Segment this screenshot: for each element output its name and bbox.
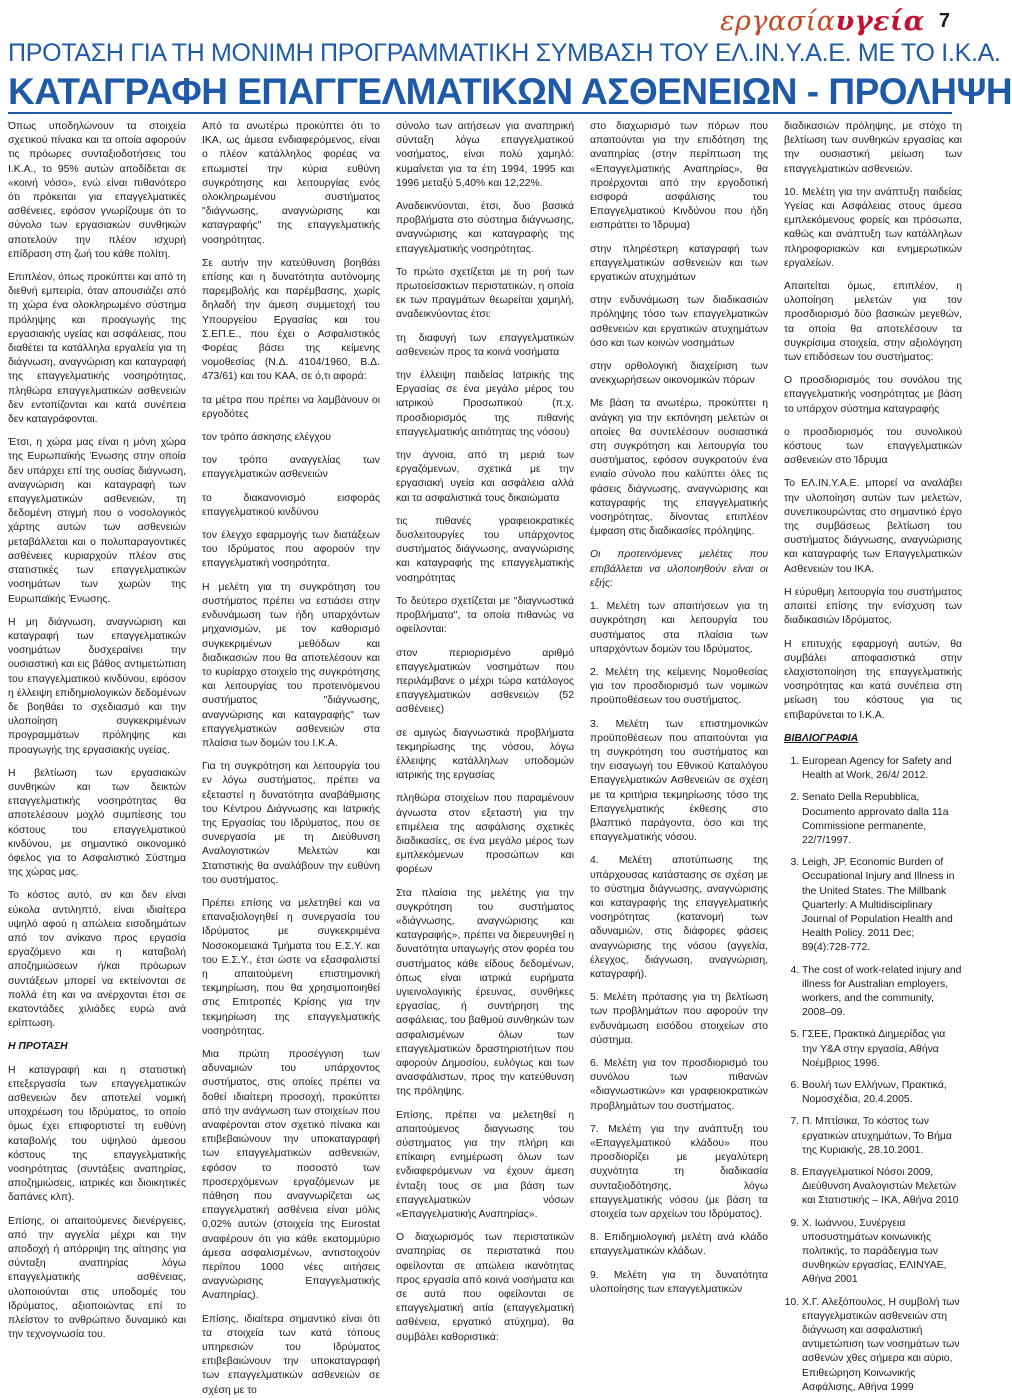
study-item: 9. Μελέτη για τη δυνατότητα υλοποίησης των επαγγελματικών — [590, 1269, 768, 1295]
text-column-2 — [202, 120, 380, 1396]
paragraph: τον τρόπο αναγγελίας των επαγγελματικών ασθενειών — [202, 455, 380, 481]
paragraph: τις πιθανές γραφειοκρατικές δυσλειτουργίες του υπάρχοντος συστήματος διάγνωσης, αναγνώρισης και καταγραφής της επαγγελματικής νοσηρότητας — [396, 515, 574, 584]
paragraph: Η μελέτη για τη συγκρότηση του συστήματος πρέπει να εστιάσει στην ενδυνάμωση των ήδη υπαρχόντων μηχανισμών, με τον καθορισμό συγκεκριμένων μεθόδων και διαδικασιών που θα αποτελέσουν και το κυρίαρχο στοιχείο της συγκρότησης και λειτουργίας του προτεινόμενου συστήματος "διάγνωσης, αναγνώρισης και καταγραφής" των επαγγελματικών ασθενειών στα πλαίσια των δομών του Ι.Κ.Α. — [202, 581, 380, 749]
paragraph: Επιπλέον, όπως προκύπτει και από τη διεθνή εμπειρία, όταν απουσιάζει από τη χώρα ένα ολοκληρωμένο σύστημα πρόληψης και προαγωγής της εργασιακής υγείας και ασφάλειας, που διαθέτει τα κατάλληλα εργαλεία για τη διάγνωση, αναγνώριση και καταγραφή της επαγγελματικής νοσηρότητας, πληθώρα επαγγελματικών ασθενειών δεν εντοπίζονται και κατά συνέπεια δεν καταγράφονται. — [8, 272, 186, 426]
studies-intro-heading: Οι προτεινόμενες μελέτες που επιβάλλεται να υλοποιηθούν είναι οι εξής: — [590, 549, 768, 589]
paragraph: Στα πλαίσια της μελέτης για την συγκρότηση του συστήματος «διάγνωσης, αναγνώρισης και καταγραφής», πρέπει να διερευνηθεί η δυνατότητα υπαγωγής στον φορέα του συστήματος κάθε είδους δεδομένων, όπως είναι ιατρικά ευρήματα υγιεινολογικής έρευνας, συνθήκες εργασίας, ή συντήρηση της ασφάλειας, του βαθμού συνθηκών των ασφαλισμένων όλων των επαγγελματικών δραστηριοτήτων που αφορούν Δημοσίου, ευλόγως και των ανασφάλιστων, προς την κατεύθυνση της πρόληψης. — [396, 887, 574, 1098]
paragraph: στην πληρέστερη καταγραφή των επαγγελματικών ασθενειών και των εργατικών ατυχημάτων — [590, 243, 768, 284]
text-column-4 — [590, 120, 768, 1370]
bibliography-item: 1. European Agency for Safety and Health at Work, 26/4/ 2012. — [802, 755, 962, 783]
paragraph: τη διαφυγή των επαγγελματικών ασθενειών προς τα κοινά νοσήματα — [396, 332, 574, 358]
study-item: 4. Μελέτη αποτύπωσης της υπάρχουσας κατάστασης σε σχέση με το σύστημα διάγνωσης, αναγνώρισης και καταγραφής της επαγγελματικής νοσηρότητας (κατανομή των αδυναμιών, στις διάφορες φάσεις αναγνώρισης της νόσου (αγγελία, έλεγχος, διάγνωση, αναγνώριση, καταγραφή). — [590, 855, 768, 980]
paragraph: Το κόστος αυτό, αν και δεν είναι εύκολα αντιληπτό, είναι ιδιαίτερα υψηλό αφού η απώλεια εισοδημάτων από τον ανίκανο προς εργασία εργαζόμενο και η καταβολή αποζημιώσεων ή/και πρόωρων συντάξεων μπορεί να εκτείνονται σε πολλά έτη και να ανέρχονται έτσι σε εκατοντάδες χιλιάδες ευρώ ανά ερίπτωση. — [8, 890, 186, 1030]
bibliography-item: 4. The cost of work-related injury and illness for Australian employers, workers, and the community, 2008–09. — [802, 964, 962, 1021]
bibliography-heading: ΒΙΒΛΙΟΓΡΑΦΙΑ — [784, 732, 859, 744]
study-item: 7. Μελέτη για την ανάπτυξη του «Επαγγελματικού κλάδου» που προσδιορίζει με μεγαλύτερη συχνότητα τη διαδικασία συνταξιοδότησης, λόγω επαγγελματικής νόσου (με βάση τα στοιχεία των αρχείων του Ιδρύματος). — [590, 1123, 768, 1221]
paragraph: στην ενδυνάμωση των διαδικασιών πρόληψης τόσο των επαγγελματικών ασθενειών και εργατικών ατυχημάτων όσο και των κοινών νοσημάτων — [590, 295, 768, 349]
text-column-5 — [784, 120, 962, 1393]
paragraph: Η επιτυχής εφαρμογή αυτών, θα συμβάλει αποφασιστικά στην ελαχιστοποίηση της επαγγελματικής νοσηρότητας και κατά συνέπεια στη μείωση του κόστους για τις επιβαρύνεται το Ι.Κ.Α. — [784, 638, 962, 721]
article-body — [8, 120, 962, 1396]
bibliography-item: 3. Leigh, JP. Economic Burden of Occupational Injury and Illness in the United States. The Millbank Quarterly: A Multidisciplinary Journal of Population Health and Health Policy. 2011 Dec; 89(4):728-772. — [802, 856, 962, 955]
paragraph: Ο προσδιορισμός του συνόλου της επαγγελματικής νοσηρότητας με βάση το υπάρχον σύστημα καταγραφής — [784, 375, 962, 415]
paragraph: Μια πρώτη προσέγγιση των αδυναμιών του υπάρχοντος συστήματος, στις οποίες πρέπει να δοθεί ιδιαίτερη προσοχή, προκύπτει από την ανάγνωση των στοιχείων που αναφέρονται στον σχετικό πίνακα και επιβεβαιώνουν την υποκαταγραφή των επαγγελματικών ασθενειών, εφόσον το ποσοστό των προσερχόμενων εργαζόμενων με πάθηση που αναγνωρίζεται ως επαγγελματική ασθένεια είναι μόλις 0,02% αυτών (στοιχεία της Eurostat αναφέρουν ότι για κάθε εκατομμύριο άμεσα ασφαλισμένων, αντιστοιχούν περίπου 1000 νέες αιτήσεις αναγνώρισης Επαγγελματικής Αναπηρίας). — [202, 1048, 380, 1302]
study-item: 6. Μελέτη για τον προσδιορισμό του συνόλου των πιθανών «διαγνωστικών» και γραφειοκρατικών προβλημάτων του συστήματος. — [590, 1057, 768, 1112]
paragraph: Αναδεικνύονται, έτσι, δυο βασικά προβλήματα στο σύστημα διάγνωσης, αναγνώρισης και καταγραφής της επαγγελματικής νοσηρότητας. — [396, 201, 574, 255]
paragraph: Από τα ανωτέρω προκύπτει ότι το ΙΚΑ, ως άμεσα ενδιαφερόμενος, είναι ο πλέον κατάλληλος φορέας να επωμιστεί την κύρια ευθύνη συγκρότησης και λειτουργίας ενός ολοκληρωμένου συστήματος "διάγνωσης, αναγνώρισης και καταγραφής" της επαγγελματικής νοσηρότητας. — [202, 121, 380, 246]
paragraph: Έτσι, η χώρα μας είναι η μόνη χώρα της Ευρωπαϊκής Ένωσης στην οποία δεν υπάρχει επί της ουσίας διάγνωση, αναγνώριση και καταγραφή των επαγγελματικών ασθενειών, τη δεδομένη στιγμή που ο νοσολογικός χάρτης αυτών των ασθενειών μεταβάλλεται και ο πολυπαραγοντικές ασθένειες κυριαρχούν πλέον στις στατιστικές των επαγγελματικών νοσημάτων των χωρών της Ευρωπαϊκής Ένωσης. — [8, 437, 186, 605]
bibliography-item: 10. Χ.Γ. Αλεξόπουλος, Η συμβολή των επαγγελματικών ασθενειών στη διάγνωση και ασφαλιστική αντιμετώπιση των νοσημάτων των ασθενών χθες σήμερα και αύριο, Επιθεώρηση Κοινωνικής Ασφάλισης, Αθήνα 1999 — [802, 1296, 962, 1395]
paragraph: Η εύρυθμη λειτουργία του συστήματος απαιτεί επίσης την ενίσχυση των διαδικασιών Ιδρύματος. — [784, 586, 962, 627]
paragraph: σύνολο των αιτήσεων για αναπηρική σύνταξη λόγω επαγγελματικού νοσήματος, είναι πολύ χαμηλό: κυμαίνεται για τα έτη 1994, 1995 και 1996 μεταξύ 5,40% και 12,22%. — [396, 121, 574, 189]
paragraph: Για τη συγκρότηση και λειτουργία του εν λόγω συστήματος, πρέπει να εξεταστεί η δυνατότητα αναβάθμισης του Κέντρου Διάγνωσης και Ιατρικής της Εργασίας του Ιδρύματος, που σε συνεργασία με τη Διεύθυνση Αναλογιστικών Μελετών και Στατιστικής θα αναλάβουν την ευθύνη του συστήματος. — [202, 761, 380, 886]
bibliography-item: 2. Senato Della Repubblica, Documento approvato dalla 11a Commissione permanente, 22/7/1997. — [802, 791, 962, 848]
study-item: 10. Μελέτη για την ανάπτυξη παιδείας Υγείας και Ασφάλειας στους άμεσα εμπλεκόμενους φορείς και πρόσωπα, καθώς και ανάπτυξη των κατάλληλων πληροφοριακών και ενημερωτικών εργαλείων. — [784, 186, 962, 269]
paragraph: τον τρόπο άσκησης ελέγχου — [202, 432, 331, 444]
paragraph: Η βελτίωση των εργασιακών συνθηκών και των δεικτών επαγγελματικής νοσηρότητας θα αποτελέσουν μοχλό συμπίεσης του κόστους του επαγγελματικού κινδύνου, με σημαντικό οικονομικό όφελος για το Ασφαλιστικό Σύστημα της χώρας μας. — [8, 767, 186, 879]
bibliography-item: 8. Επαγγελματικοί Νόσοι 2009, Διεύθυνση Αναλογιστών Μελετών και Στατιστικής – ΙΚΑ, Αθήνα 2010 — [802, 1166, 962, 1209]
paragraph: Απαιτείται όμως, επιπλέον, η υλοποίηση μελετών για τον προσδιορισμό δύο βασικών μεγεθών, τα οποία θα αποτελέσουν τα συγκρίσιμα στοιχεία, στην αξιολόγηση των επιδόσεων του συστήματος: — [784, 281, 962, 364]
paragraph: Επίσης, πρέπει να μελετηθεί η απαιτούμενος διαγνωσης του σύστηματος για την πλήρη και επίκαιρη ενημέρωση όλων των ενδιαφερόμενων να έχουν άμεση ένταξη τους σε μια βάση των επαγγελματικών νόσων «Επαγγελματικής Αναπηρίας». — [396, 1109, 574, 1221]
paragraph: την άγνοια, από τη μεριά των εργαζόμενων, σχετικά με την εργασιακή υγεία και ασφάλεια αλλά και τα ασφαλιστικά τους δικαιώματα — [396, 450, 574, 504]
paragraph: σε αμιγώς διαγνωστικά προβλήματα τεκμηρίωσης της νόσου, λόγω έλλειψης κατάλληλων υποδομών ιατρικής της εργασίας — [396, 727, 574, 782]
paragraph: το διακανονισμό εισφοράς επαγγελματικού κινδύνου — [202, 492, 380, 518]
bibliography-item: 7. Π. Μπτίσικα, Το κόστος των εργατικών ατυχημάτων, Το Βήμα της Κυριακής, 28.10.2001. — [802, 1115, 962, 1158]
paragraph: Με βάση τα ανωτέρω, προκύπτει η ανάγκη για την εκπόνηση μελετών οι οποίες θα συντελέσουν ουσιαστικά στη συγκρότηση και λειτουργία του συστήματος, εφόσον συγκροτούν ένα ενιαίο σύνολο που καλύπτει όλες τις φάσεις διάγνωσης, αναγνώρισης και καταγραφής της επαγγελματικής νοσηρότητας, δίνοντας επιπλέον έμφαση στις διαδικασίες πρόληψης. — [590, 398, 768, 538]
bibliography-item: 6. Βουλή των Ελλήνων, Πρακτικά, Νομοσχέδια, 20.4.2005. — [802, 1079, 962, 1107]
text-column-1 — [8, 120, 186, 1370]
study-item: 5. Μελέτη πρότασης για τη βελτίωση των προβλημάτων που αφορούν την ενδυνάμωση εισόδου στοιχείων στο σύστημα. — [590, 992, 768, 1046]
study-item: 2. Μελέτη της κείμενης Νομοθεσίας για τον προσδιορισμό των νομικών προϋποθέσεων του συστήματος. — [590, 666, 768, 707]
paragraph: Το πρώτο σχετίζεται με τη ροή των πρωτοείσακτων περιστατικών, η οποία εκ των πραγμάτων θεωρείται χαμηλή, αναδεικνύοντας έτσι: — [396, 266, 574, 321]
paragraph: Η μη διάγνωση, αναγνώριση και καταγραφή των επαγγελματικών νοσημάτων δυσχεραίνει την ουσιαστική και εις βάθος αντιμετώπιση του επαγγελματικού κινδύνου, εφόσον η έλλειψη επιδημιολογικών δεδομένων δε βοηθάει το σχεδιασμό και την υλοποίηση συγκεκριμένων προγραμμάτων πρόληψης και προαγωγής της εργασιακής υγείας. — [8, 616, 186, 756]
paragraph: Σε αυτήν την κατεύθυνση βοηθάει επίσης και η δυνατότητα αυτόνομης παρεμβολής και παρέμβασης, χωρίς δηλαδή την άμεση συμμετοχή του Υπουργείου Εργασίας και του Σ.ΕΠ.Ε., που έχει ο Ασφαλιστικός Φορέας βάσει της κείμενης νομοθεσίας (Ν.Δ. 4104/1960, Β.Δ. 473/61) και του ΚΑΑ, σε ό,τι αφορά: — [202, 257, 380, 383]
paragraph: Όπως υποδηλώνουν τα στοιχεία σχετικού πίνακα και τα οποία αφορούν τις πρόωρες συνταξιοδοτήσεις του Ι.Κ.Α., το 95% αυτών αποδίδεται σε «κοινή νόσο», ενώ είναι πιθανότερο ότι πρόκειται για επαγγελματικές ασθένειες, εφόσον γνωρίζουμε ότι το σύνολο των εργασιακών συνθηκών αποτελούν την πλέον ισχυρή επίδραση στη ζωή του κάθε πολίτη. — [8, 121, 186, 260]
masthead — [720, 4, 950, 38]
paragraph: Η καταγραφή και η στατιστική επεξεργασία των επαγγελματικών ασθενειών δεν αποτελεί νομική υποχρέωση του Ιδρύματος, το οποίο όμως έχει επιφορτιστεί τη ευθύνη καταβολής του υψηλού άμεσου κόστους της επαγγελματικής νοσηρότητας (συντάξεις αναπηρίας, αποζημιώσεις, ιατρικές και διοικητικές δαπάνες κλπ). — [8, 1064, 186, 1204]
paragraph: στην ορθολογική διαχείριση των ανεκχωρήσεων οικονομικών πόρων — [590, 361, 768, 387]
paragraph: διαδικασιών πρόληψης, με στόχο τη βελτίωση των συνθηκών εργασίας και την ουσιαστική μείωση των επαγγελματικών ασθενειών. — [784, 121, 962, 175]
paragraph: τον έλεγχο εφαρμογής των διατάξεων του Ιδρύματος που αφορούν την επαγγελματική νοσηρότητα. — [202, 530, 380, 570]
study-item: 3. Μελέτη των επιστημονικών προϋποθέσεων που απαιτούνται για τη συγκρότηση του συστήματος και την εισαγωγή του Εθνικού Καταλόγου Επαγγελματικών Ασθενειών σε σχέση με τα κριτήρια τεκμηρίωσης τόσο της Επαγγελματικής έκθεσης στο βλαπτικό παράγοντα, όσο και της επαγγελματικής νόσου. — [590, 718, 768, 844]
bibliography-item: 5. ΓΣΕΕ, Πρακτικά Διημερίδας για την Y&A στην εργασία, Αθήνα Νοέμβριος 1996. — [802, 1028, 962, 1071]
study-item: 8. Επιδημιολογική μελέτη ανά κλάδο επαγγελματικών κλάδων. — [590, 1232, 768, 1258]
article-title-line1: ΠΡΟΤΑΣΗ ΓΙΑ ΤΗ ΜΟΝΙΜΗ ΠΡΟΓΡΑΜΜΑΤΙΚΗ ΣΥΜΒΑΣΗ ΤΟΥ ΕΛ.ΙΝ.Υ.Α.Ε. ΜΕ ΤΟ Ι.Κ.Α. — [8, 39, 1001, 67]
article-title-line2: ΚΑΤΑΓΡΑΦΗ ΕΠΑΓΓΕΛΜΑΤΙΚΩΝ ΑΣΘΕΝΕΙΩΝ - ΠΡΟΛΗΨΗ — [8, 71, 1012, 112]
paragraph: τα μέτρα που πρέπει να λαμβάνουν οι εργοδότες — [202, 394, 380, 420]
text-column-3 — [396, 120, 574, 1370]
paragraph: ο προσδιορισμός του συνολικού κόστους των επαγγελματικών ασθενειών στο Ίδρυμα — [784, 426, 962, 467]
paragraph: Το ΕΛ.ΙΝ.Υ.Α.Ε. μπορεί να αναλάβει την υλοποίηση αυτών των μελετών, συνεπικουρώντας στο σημαντικό έργο της συμβάσεως βελτίωση του συστήματος διάγνωσης, αναγνώρισης και καταγραφής των Επαγγελματικών Ασθενειών του ΙΚΑ. — [784, 478, 962, 575]
bibliography-item: 9. Χ. Ιωάννου, Συνέργεια υποσυστημάτων κοινωνικής πολιτικής, το παράδειγμα των συνθηκών εργασίας, ΕΛΙΝΥΑΕ, Αθήνα 2001 — [802, 1217, 962, 1288]
paragraph: στο διαχωρισμό των πόρων που απαιτούνται για την επιδότηση της αναπηρίας (στην περίπτωση της «Επαγγελματικής Αναπηρίας», θα προέρχονται από την εργοδοτική εισφορά ασφάλισης του Επαγγελματικού Κινδύνου που ήδη εισπράττει το Ίδρυμα) — [590, 121, 768, 232]
paragraph: Ο διαχωρισμός των περιστατικών αναπηρίας σε περιστατικά που οφείλονται σε απώλεια ικανότητας προς εργασία από κοινά νοσήματα και σε αυτά που οφείλονται σε επαγγελματική αιτία (επαγγελματική ασθένεια, εργατικό ατύχημα), θα συμβάλει καθοριστικά: — [396, 1232, 574, 1343]
title-divider — [8, 112, 952, 114]
paragraph: Επίσης, ιδιαίτερα σημαντικό είναι ότι τα στοιχεία των κατά τόπους υπηρεσιών του Ιδρύματος επιβεβαιώνουν την υποκαταγραφή των επαγγελματικών ασθενειών σε σχέση με το — [202, 1313, 380, 1396]
paragraph: Πρέπει επίσης να μελετηθεί και να επαναξιολογηθεί η συνεργασία του Ιδρύματος με συγκεκριμένα Νοσοκομειακά Τμήματα του Ε.Σ.Υ. και του Ε.Σ.Υ., έτσι ώστε να εξασφαλιστεί η απαιτούμενη επιστημονική τεκμηρίωση, που θα χρησιμοποιηθεί στις Επιτροπές Κρίσης για την τεκμηρίωση της επαγγελματικής νοσηρότητας. — [202, 897, 380, 1037]
paragraph: πληθώρα στοιχείων που παραμένουν άγνωστα στον εξεταστή για την επιμέλεια της ασφάλισης σχετικές διαδικασίες, σε ένα μεγάλο μέρος των εμπλεκόμενων προσώπων και φορέων — [396, 793, 574, 876]
section-heading: Η ΠΡΟΤΑΣΗ — [8, 1041, 68, 1053]
paragraph: Επίσης, οι απαιτούμενες διενέργειες, από την αγγελία μέχρι και την αποδοχή ή απόρριψη της αίτησης για σύνταξη αναπηρίας λόγω επαγγελματικής ασθένειας, υλοποιούνται στις υποδομές του Ιδρύματος, αξιοποιώντας επί το πλείστον το ανθρώπινο δυναμικό και την τεχνογνωσία του. — [8, 1215, 186, 1341]
page-number: 7 — [938, 9, 950, 32]
paragraph: την έλλειψη παιδείας Ιατρικής της Εργασίας σε ένα μεγάλο μέρος του ιατρικού Προσωπικού (π.χ. προσδιορισμός της πιθανής επαγγελματικής αιτιότητας της νόσου) — [396, 370, 574, 438]
bibliography-list — [784, 755, 962, 1395]
paragraph: στον περιορισμένο αριθμό επαγγελματικών νοσημάτων που περιλάμβανε ο μέχρι τώρα κατάλογος επαγγελματικών ασθενειών (52 ασθένειες) — [396, 647, 574, 716]
magazine-logo: εργασίαυγεία — [720, 5, 925, 37]
study-item: 1. Μελέτη των απαιτήσεων για τη συγκρότηση και λειτουργία του συστήματος στα πλαίσια των υπαρχόντων δομών του Ιδρύματος. — [590, 601, 768, 655]
paragraph: Το δεύτερο σχετίζεται με "διαγνωστικά προβλήματα", τα οποία πιθανώς να οφείλονται: — [396, 595, 574, 636]
